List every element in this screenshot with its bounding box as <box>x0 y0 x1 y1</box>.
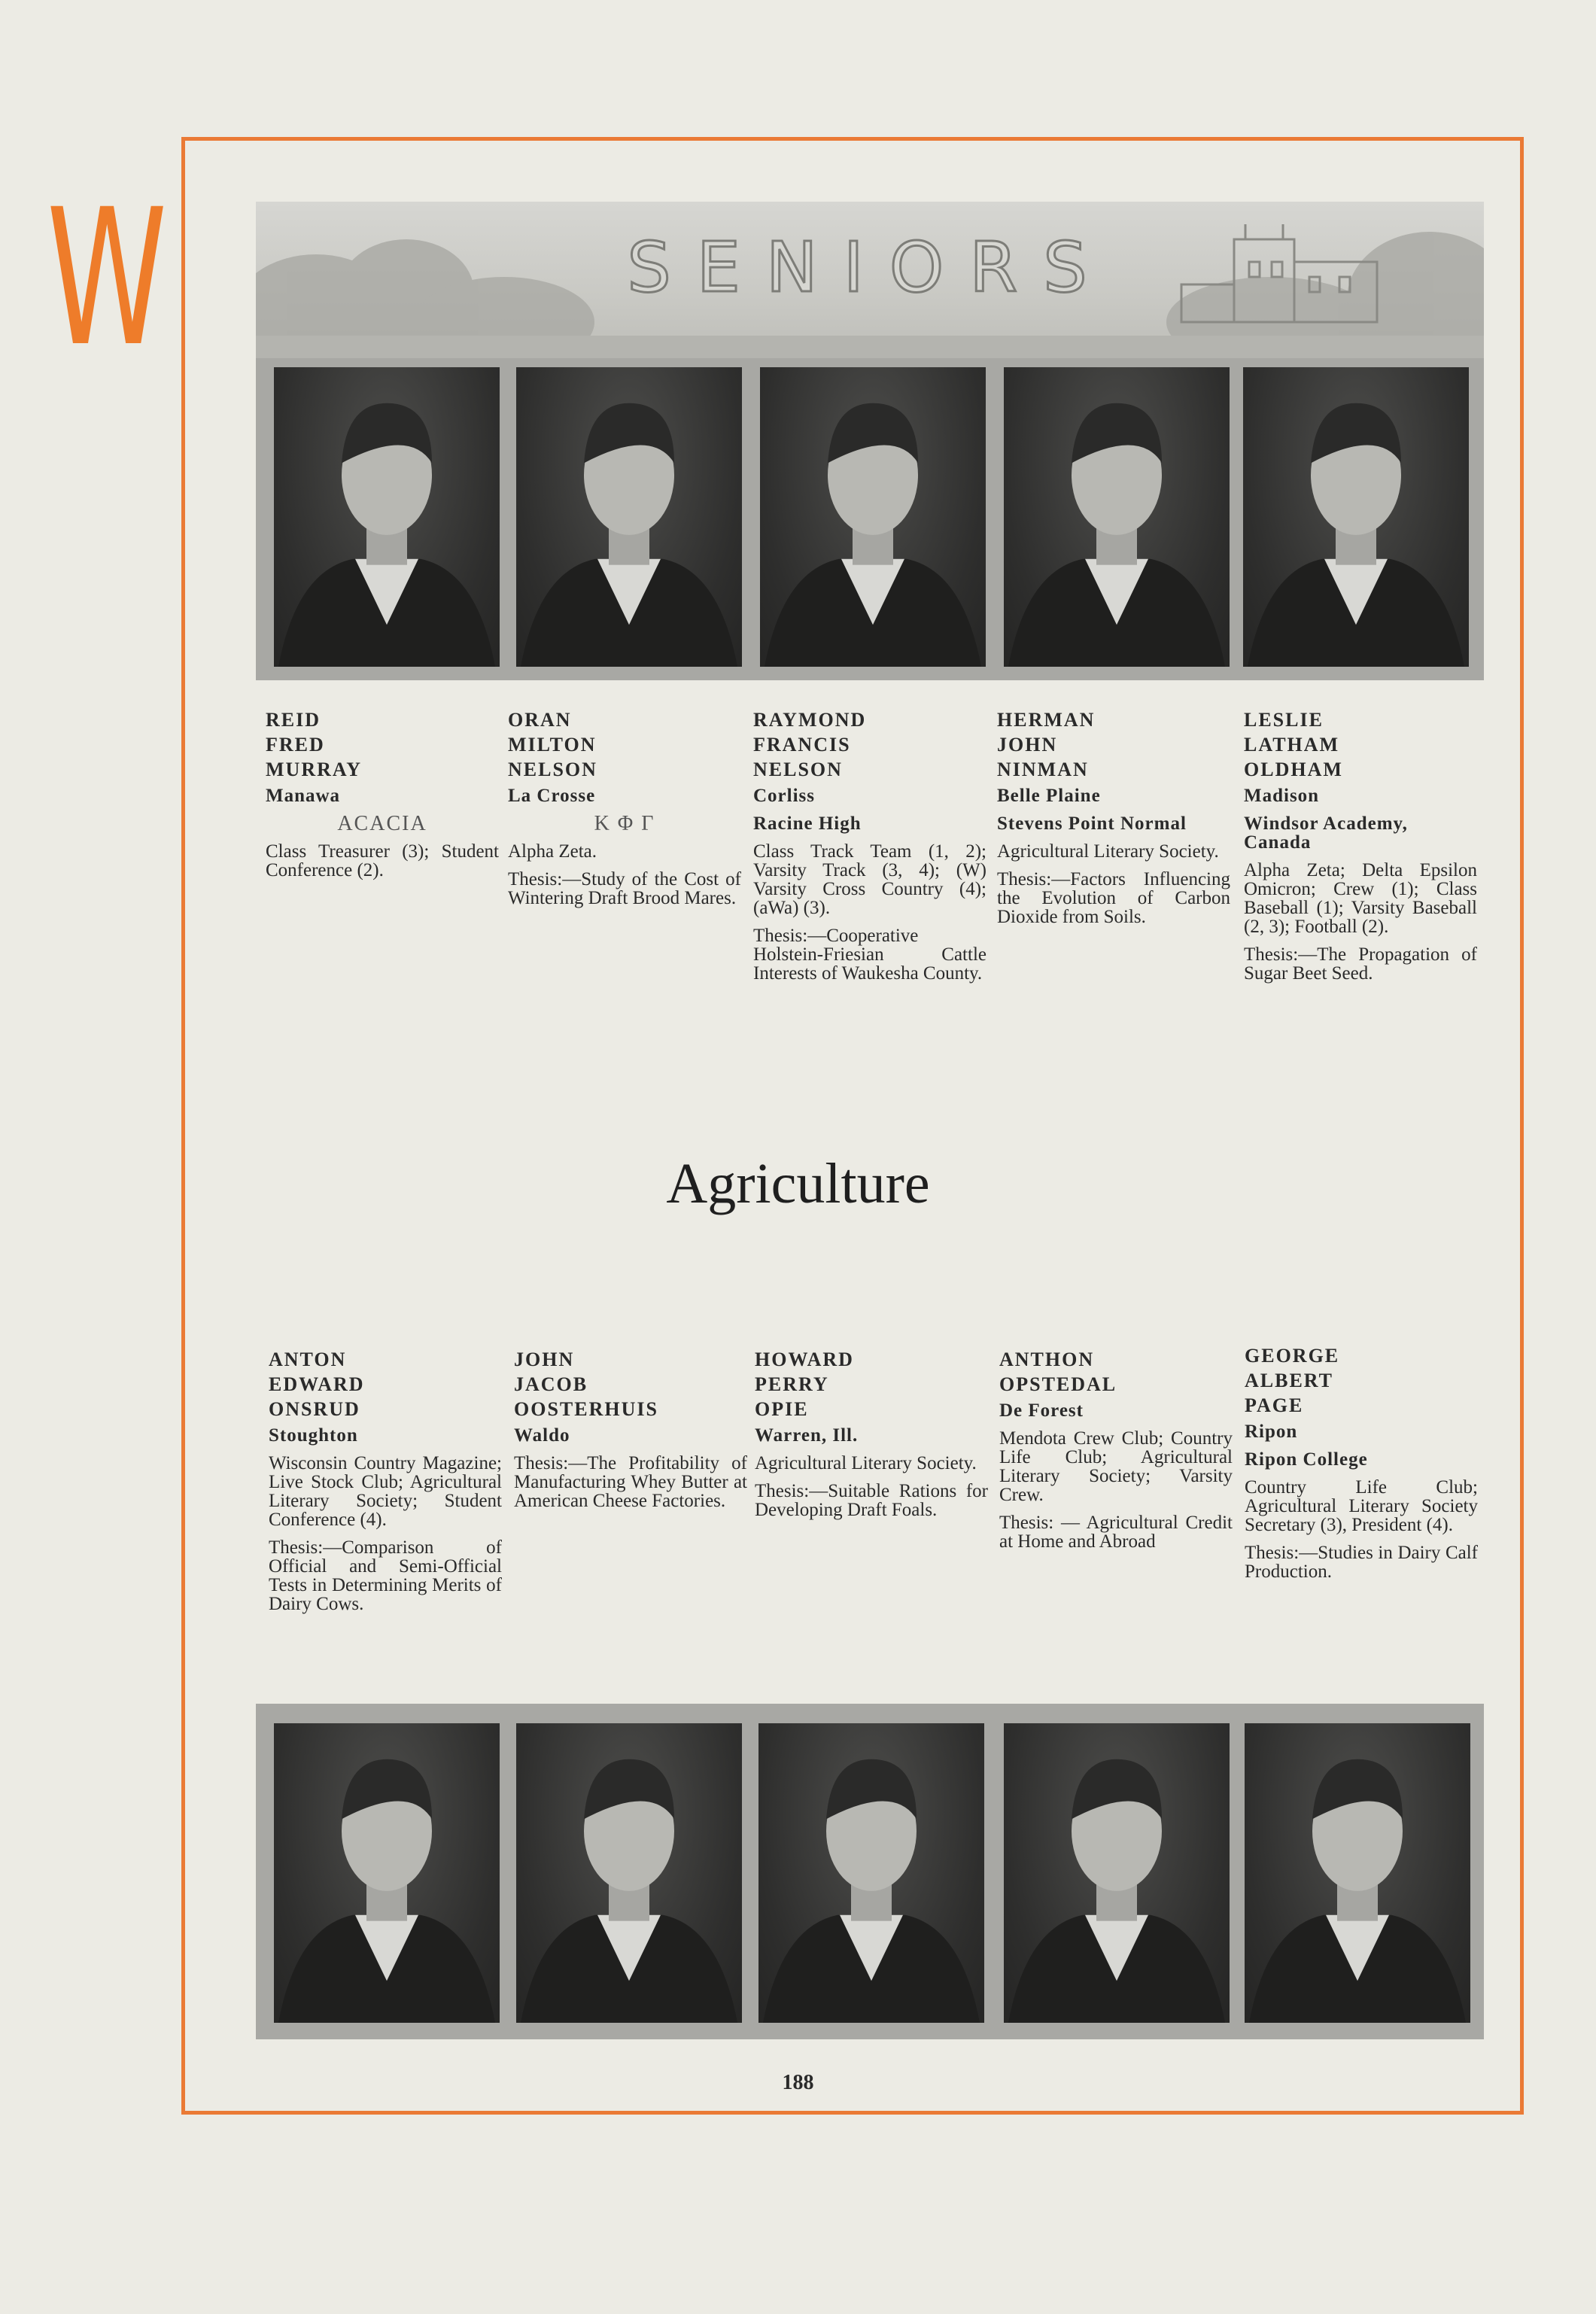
thesis-text: Thesis:—Suitable Rations for Developing Draft Foals. <box>755 1481 988 1520</box>
hometown: Corliss <box>753 786 815 806</box>
student-name: JOHN JACOB OOSTERHUIS <box>514 1349 658 1420</box>
portrait-silhouette <box>1004 1723 1230 2023</box>
activities-text: Country Life Club; Agricultural Literary Society Secretary (3), President (4). <box>1245 1477 1478 1535</box>
prior-school: Stevens Point Normal <box>997 813 1187 834</box>
thesis-text: Thesis: — Agricultural Credit at Home and Abroad <box>999 1513 1233 1552</box>
portrait-silhouette <box>274 1723 500 2023</box>
thesis-text: Thesis:—The Profitability of Manufacturing Whey Butter at American Cheese Factories. <box>514 1453 747 1511</box>
student-entry <box>997 707 1230 926</box>
hometown: Stoughton <box>269 1425 358 1446</box>
hometown: Belle Plaine <box>997 786 1101 806</box>
student-entry <box>753 707 986 983</box>
activities-text: Alpha Zeta. <box>508 841 597 862</box>
hometown: Madison <box>1244 786 1320 806</box>
student-name: ANTON EDWARD ONSRUD <box>269 1349 365 1420</box>
corner-w-logo: W <box>47 169 168 388</box>
portrait-photo <box>1245 1723 1470 2023</box>
prior-school: Ripon College <box>1245 1449 1368 1470</box>
portrait-silhouette <box>758 1723 984 2023</box>
page-number: 188 <box>782 2071 814 2094</box>
thesis-text: Thesis:—Cooperative Holstein-Friesian Cattle Interests of Waukesha County. <box>753 926 986 984</box>
student-name: LESLIE LATHAM OLDHAM <box>1244 709 1343 780</box>
student-entry <box>999 1347 1233 1551</box>
seniors-banner <box>256 202 1484 360</box>
portrait-silhouette <box>1245 1723 1470 2023</box>
student-entry <box>269 1347 502 1613</box>
student-entry <box>1245 1343 1478 1581</box>
hometown: Warren, Ill. <box>755 1425 859 1446</box>
thesis-text: Thesis:—The Propagation of Sugar Beet Seed. <box>1244 944 1477 984</box>
fraternity: ACACIA <box>337 812 427 835</box>
activities-text: Agricultural Literary Society. <box>997 841 1219 862</box>
portrait-silhouette <box>274 367 500 667</box>
portrait-silhouette <box>516 367 742 667</box>
activities-text: Alpha Zeta; Delta Epsilon Omicron; Crew (1); Class Baseball (1); Varsity Baseball (2, 3); Football (2). <box>1244 860 1477 937</box>
portrait-photo <box>516 1723 742 2023</box>
thesis-text: Thesis:—Study of the Cost of Wintering Draft Brood Mares. <box>508 869 741 908</box>
student-name: ANTHON OPSTEDAL <box>999 1349 1117 1395</box>
hometown: Manawa <box>266 786 341 806</box>
thesis-text: Thesis:—Factors Influencing the Evolution of Carbon Dioxide from Soils. <box>997 869 1230 927</box>
top-photo-strip <box>256 358 1484 680</box>
portrait-photo <box>274 1723 500 2023</box>
section-title: Agriculture <box>666 1152 930 1215</box>
thesis-text: Thesis:—Comparison of Official and Semi-Official Tests in Determining Merits of Dairy Cows. <box>269 1537 502 1614</box>
hometown: De Forest <box>999 1400 1084 1421</box>
student-name: HOWARD PERRY OPIE <box>755 1349 854 1420</box>
portrait-photo <box>274 367 500 667</box>
student-entry <box>755 1347 988 1519</box>
hometown: La Crosse <box>508 786 596 806</box>
student-name: REID FRED MURRAY <box>266 709 363 780</box>
student-name: GEORGE ALBERT PAGE <box>1245 1345 1340 1416</box>
bottom-photo-strip <box>256 1704 1484 2039</box>
fraternity: Κ Φ Γ <box>594 812 655 835</box>
portrait-photo <box>758 1723 984 2023</box>
portrait-photo <box>1004 367 1230 667</box>
student-name: ORAN MILTON NELSON <box>508 709 597 780</box>
portrait-silhouette <box>1243 367 1469 667</box>
activities-text: Class Track Team (1, 2); Varsity Track (3, 4); (W) Varsity Cross Country (4); (aWa) (3). <box>753 841 986 918</box>
student-name: RAYMOND FRANCIS NELSON <box>753 709 867 780</box>
student-name: HERMAN JOHN NINMAN <box>997 709 1096 780</box>
thesis-text: Thesis:—Studies in Dairy Calf Production. <box>1245 1543 1478 1582</box>
student-entry <box>266 707 499 880</box>
student-entry <box>508 707 741 908</box>
portrait-photo <box>1004 1723 1230 2023</box>
prior-school: Windsor Academy, Canada <box>1244 813 1408 853</box>
prior-school: Racine High <box>753 813 862 834</box>
portrait-silhouette <box>760 367 986 667</box>
hometown: Waldo <box>514 1425 570 1446</box>
student-entry <box>1244 707 1477 983</box>
portrait-photo <box>1243 367 1469 667</box>
portrait-photo <box>516 367 742 667</box>
portrait-silhouette <box>1004 367 1230 667</box>
activities-text: Agricultural Literary Society. <box>755 1453 977 1473</box>
activities-text: Mendota Crew Club; Country Life Club; Agricultural Literary Society; Varsity Crew. <box>999 1428 1233 1505</box>
portrait-photo <box>760 367 986 667</box>
banner-title: SENIORS <box>627 227 1113 308</box>
activities-text: Wisconsin Country Magazine; Live Stock Club; Agricultural Literary Society; Student Conference (4). <box>269 1453 502 1530</box>
hometown: Ripon <box>1245 1422 1298 1442</box>
activities-text: Class Treasurer (3); Student Conference (2). <box>266 841 499 880</box>
student-entry <box>514 1347 747 1510</box>
portrait-silhouette <box>516 1723 742 2023</box>
